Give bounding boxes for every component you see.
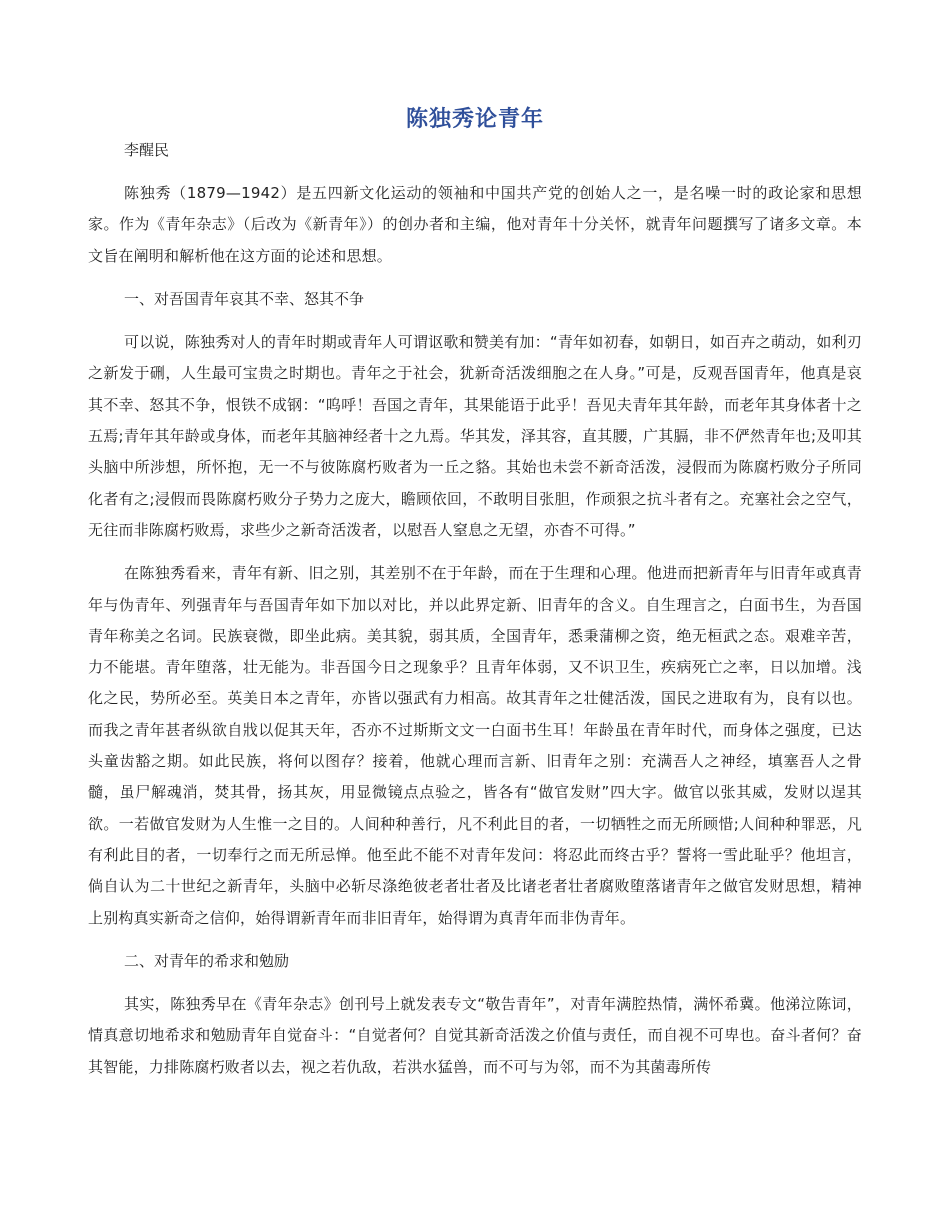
- spacer: [88, 546, 862, 558]
- article-title: 陈独秀论青年: [405, 107, 544, 132]
- paragraph-section2-a: 其实，陈独秀早在《青年杂志》创刊号上就发表专文“敬告青年”，对青年满腔热情，满怀希冀。他涕泣陈词，情真意切地希求和勉励青年自觉奋斗：“自觉者何？自觉其新奇活泼之价值与责任，而自视不可卑也。奋斗者何？奋其智能，力排陈腐朽败者以去，视之若仇敌，若洪水猛兽，而不可与为邻，而不为其菌毒所传: [88, 995, 862, 1076]
- article-author: 李醒民: [124, 141, 170, 159]
- spacer: [88, 160, 862, 178]
- spacer: [88, 315, 862, 327]
- section-heading-2: 二、对青年的希求和勉励: [124, 951, 290, 970]
- paragraph-section1-b: 在陈独秀看来，青年有新、旧之别，其差别不在于年龄，而在于生理和心理。他进而把新青年与旧青年或真青年与伪青年、列强青年与吾国青年如下加以对比，并以此界定新、旧青年的含义。自生理言之，白面书生，为吾国青年称美之名词。民族衰微，即坐此病。美其貌，弱其质，全国青年，悉秉蒲柳之资，绝无桓武之态。艰难辛苦，力不能堪。青年堕落，壮无能为。非吾国今日之现象乎？且青年体弱，又不识卫生，疾病死亡之率，日以加增。浅化之民，势所必至。英美日本之青年，亦皆以强武有力相高。故其青年之壮健活泼，国民之进取有为，良有以也。而我之青年甚者纵欲自戕以促其天年，否亦不过斯斯文文一白面书生耳！年龄虽在青年时代，而身体之强度，已达头童齿豁之期。如此民族，将何以图存？接着，他就心理而言新、旧青年之别：充满吾人之神经，填塞吾人之骨髓，虽尸解魂消，焚其骨，扬其灰，用显微镜点点验之，皆各有“做官发财”四大字。做官以张其威，发财以逞其欲。一若做官发财为人生惟一之目的。人间种种善行，凡不利此目的者，一切牺牲之而无所顾惜;人间种种罪恶，凡有利此目的者，一切奉行之而无所忌惮。他至此不能不对青年发问：将忍此而终古乎？誓将一雪此耻乎？他坦言，倘自认为二十世纪之新青年，头脑中必斩尽涤绝彼老者壮者及比诸老者壮者腐败堕落诸青年之做官发财思想，精神上别构真实新奇之信仰，始得谓新青年而非旧青年，始得谓为真青年而非伪青年。: [88, 564, 862, 927]
- section-heading-1: 一、对吾国青年哀其不幸、怒其不争: [124, 289, 365, 308]
- paragraph-section1-a: 可以说，陈独秀对人的青年时期或青年人可谓讴歌和赞美有加：“青年如初春，如朝日，如百卉之萌动，如利刃之新发于硎，人生最可宝贵之时期也。青年之于社会，犹新奇活泼细胞之在人身。”可是，反观吾国青年，他真是哀其不幸、怒其不争，恨铁不成钢：“呜呼！吾国之青年，其果能语于此乎！吾见夫青年其年龄，而老年其身体者十之五焉;青年其年龄或身体，而老年其脑神经者十之九焉。华其发，泽其容，直其腰，广其膈，非不俨然青年也;及叩其头脑中所涉想，所怀抱，无一不与彼陈腐朽败者为一丘之貉。其始也未尝不新奇活泼，浸假而为陈腐朽败分子所同化者有之;浸假而畏陈腐朽败分子势力之庞大，瞻顾依回，不敢明目张胆，作顽狠之抗斗者有之。充塞社会之空气，无往而非陈腐朽败焉，求些少之新奇活泼者，以慰吾人窒息之无望，亦杳不可得。”: [88, 333, 862, 539]
- spacer: [88, 934, 862, 946]
- spacer: [88, 977, 862, 989]
- spacer: [88, 272, 862, 284]
- document-page: [88, 100, 862, 1083]
- paragraph-intro: 陈独秀（1879—1942）是五四新文化运动的领袖和中国共产党的创始人之一，是名噪一时的政论家和思想家。作为《青年杂志》（后改为《新青年》）的创办者和主编，他对青年十分关怀，就青年问题撰写了诸多文章。本文旨在阐明和解析他在这方面的论述和思想。: [88, 184, 862, 265]
